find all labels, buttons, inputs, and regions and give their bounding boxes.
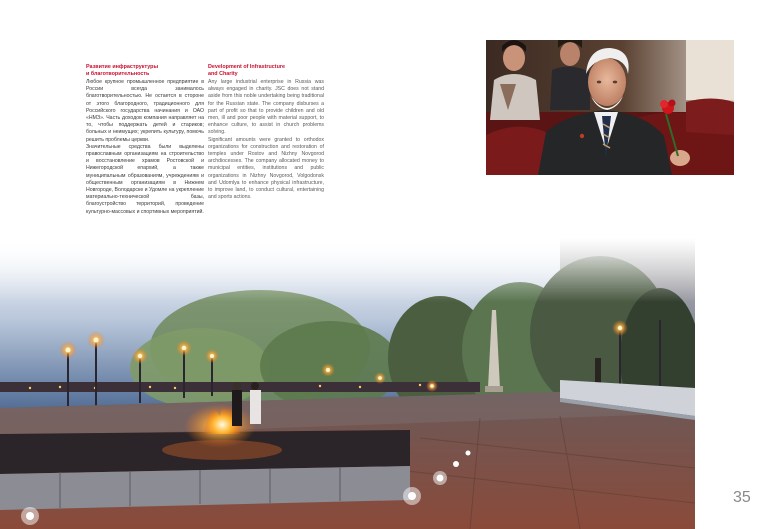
english-text-column (208, 64, 324, 201)
russian-text-column (86, 64, 204, 216)
eternal-flame-memorial-photo (0, 238, 695, 529)
veteran-portrait-photo (486, 40, 734, 175)
english-paragraph-2: Significant amounts were granted to orthodox organizations for construction and restoration of temples under Rostov and Nizhny Novgorod archdiocesses. The company allocated money to municipal entities, institutions and public organizations in Nizhny Novgorod, Volgodonsk and Udomlya to enhance physical infrastructure, to improve land, to conduct cultural, entertaining and sports actions. (208, 136, 324, 201)
russian-paragraph-2: Значительные средства были выделены православным организациям на строительство и восстановление храмов Ростовской и Нижегородской епархий, а также муниципальным образованиям, учреждениям и общественным организациям в Нижнем Новгороде, Володарске и Удомле на укрепление материально-технической базы, благоустройство территорий, проведение культурно-массовых и спортивных мероприятий. (86, 143, 204, 215)
page-number: 35 (733, 489, 751, 506)
russian-heading: Развитие инфраструктуры и благотворительность (86, 64, 159, 77)
english-paragraph-1: Any large industrial enterprise in Russia was always engaged in charity. JSC does not stand aside from this noble undertaking being traditional for the Russian state. The company disburses a part of profit so that to provide children and old men, ill and poor people with material support, to enhance culture, to assist in church problems solving. (208, 79, 324, 136)
english-heading: Development of Infrastructure and Charity (208, 64, 285, 77)
russian-paragraph-1: Любое крупное промышленное предприятие в России всегда занималось благотворительностью. Не остается в стороне от этого благородного, традиционного для Российского государства начинания и ОАО «НМЗ». Часть доходов компания направляет на то, чтобы поддержать детей и стариков; больных и неимущих; укрепить культуру, помочь решить проблемы церкви. (86, 79, 204, 143)
